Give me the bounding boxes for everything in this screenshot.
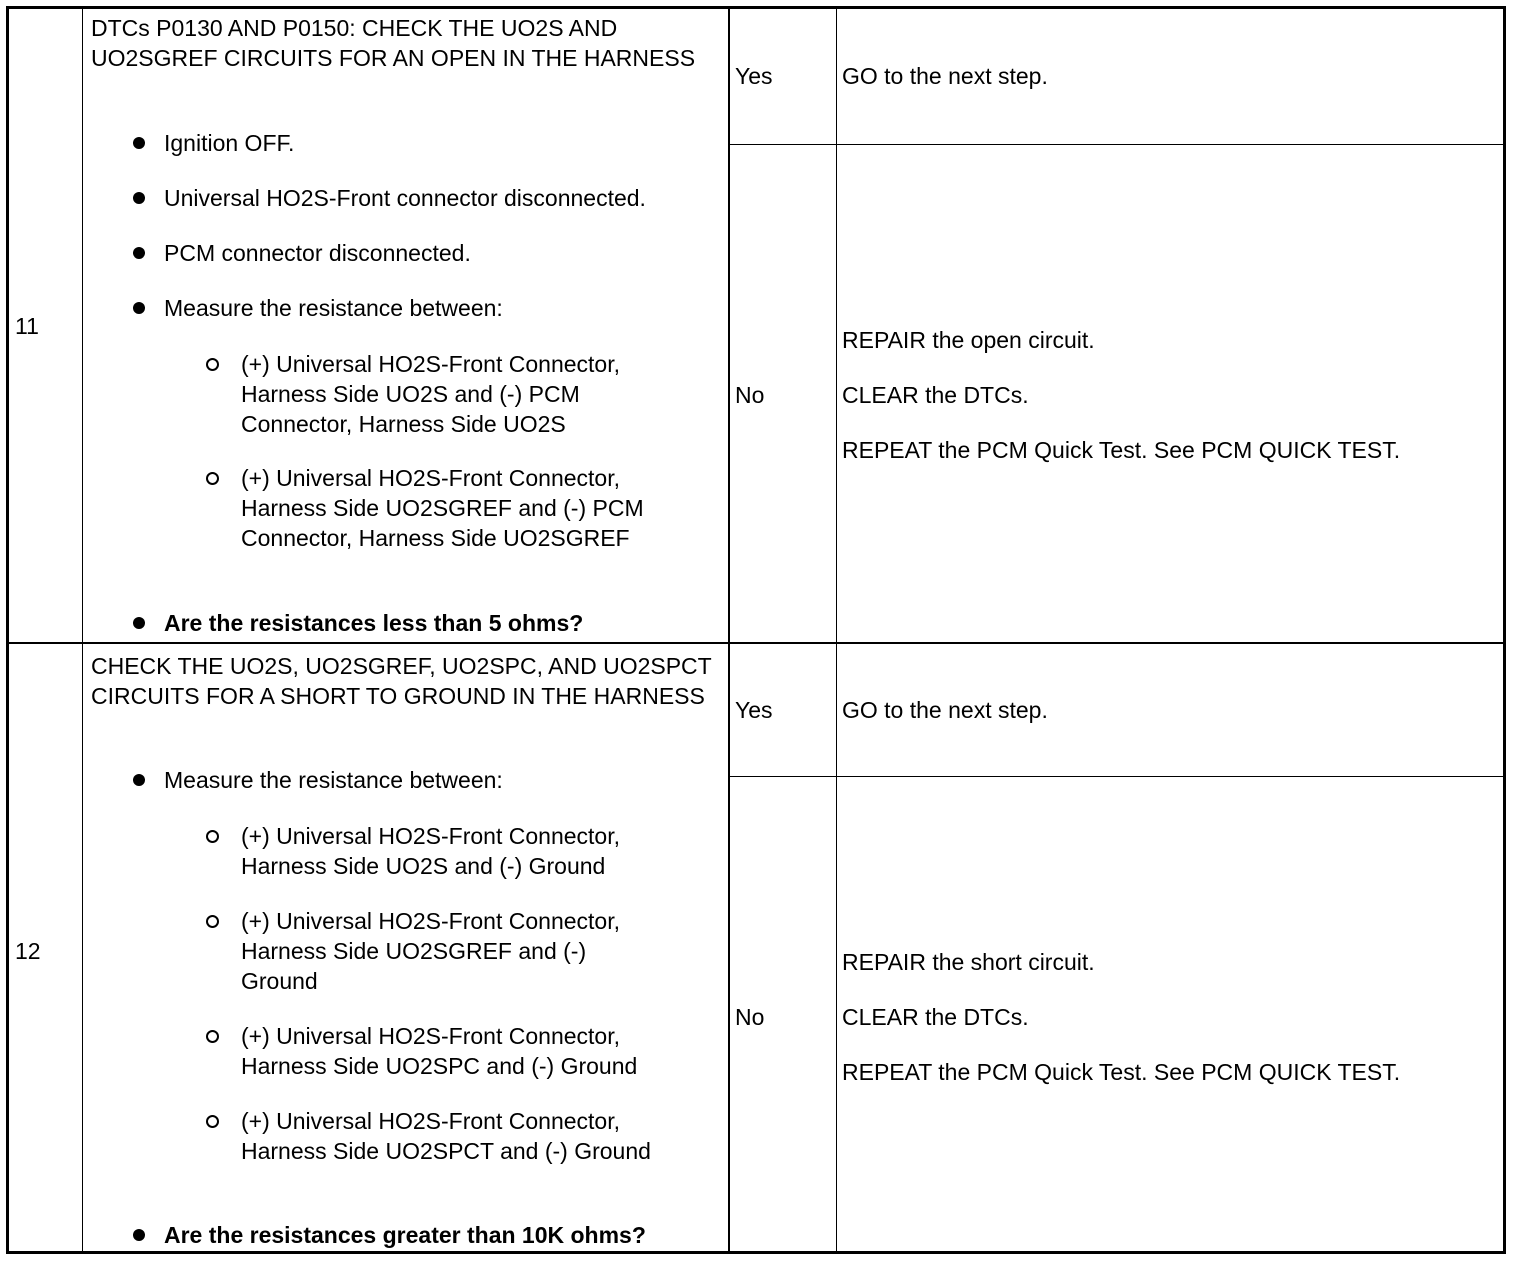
step-title: CHECK THE UO2S, UO2SGREF, UO2SPC, AND UO2SPCT CIRCUITS FOR A SHORT TO GROUND IN THE HARNESS — [91, 653, 712, 709]
col-divider-action — [728, 9, 730, 1251]
col-divider-result — [836, 9, 837, 1251]
no-action: CLEAR the DTCs. — [842, 382, 1029, 408]
sub-item: (+) Universal HO2S-Front Connector, Harness Side UO2S and (-) Ground — [241, 823, 620, 879]
step-number: 12 — [15, 938, 41, 964]
no-label: No — [735, 1004, 765, 1030]
step-number: 11 — [15, 313, 39, 339]
sub-item: (+) Universal HO2S-Front Connector, Harness Side UO2SGREF and (-) Ground — [241, 908, 620, 994]
yes-label: Yes — [735, 63, 773, 89]
sub-bullet-circle — [206, 472, 219, 485]
no-action: REPEAT the PCM Quick Test. See PCM QUICK TEST. — [842, 1059, 1401, 1085]
bullet-item: Ignition OFF. — [164, 130, 295, 156]
no-action: REPEAT the PCM Quick Test. See PCM QUICK TEST. — [842, 437, 1401, 463]
bullet-dot — [133, 1229, 145, 1241]
sub-item: (+) Universal HO2S-Front Connector, Harness Side UO2SGREF and (-) PCM Connector, Harness Side UO2SGREF — [241, 465, 644, 551]
col-divider-step — [82, 9, 83, 1251]
step-title: DTCs P0130 AND P0150: CHECK THE UO2S AND UO2SGREF CIRCUITS FOR AN OPEN IN THE HARNESS — [91, 15, 696, 71]
sub-bullet-circle — [206, 830, 219, 843]
no-action: REPAIR the short circuit. — [842, 949, 1095, 975]
bullet-dot — [133, 137, 145, 149]
sub-bullet-circle — [206, 1115, 219, 1128]
row12-yes-no-divider — [729, 776, 1503, 777]
bullet-dot — [133, 774, 145, 786]
sub-item: (+) Universal HO2S-Front Connector, Harness Side UO2S and (-) PCM Connector, Harness Side UO2S — [241, 351, 620, 437]
bullet-item: Measure the resistance between: — [164, 295, 503, 321]
sub-bullet-circle — [206, 915, 219, 928]
question: Are the resistances greater than 10K ohms? — [164, 1222, 646, 1248]
bullet-dot — [133, 192, 145, 204]
diagnostic-table — [6, 6, 1506, 1254]
sub-bullet-circle — [206, 358, 219, 371]
yes-action: GO to the next step. — [842, 697, 1048, 723]
sub-bullet-circle — [206, 1030, 219, 1043]
row-divider-11-12 — [9, 642, 1503, 644]
question: Are the resistances less than 5 ohms? — [164, 610, 584, 636]
bullet-item: Universal HO2S-Front connector disconnected. — [164, 185, 646, 211]
bullet-dot — [133, 617, 145, 629]
no-action: CLEAR the DTCs. — [842, 1004, 1029, 1030]
no-label: No — [735, 382, 765, 408]
bullet-item: Measure the resistance between: — [164, 767, 503, 793]
row11-yes-no-divider — [729, 144, 1503, 145]
bullet-item: PCM connector disconnected. — [164, 240, 471, 266]
no-action: REPAIR the open circuit. — [842, 327, 1095, 353]
bullet-dot — [133, 247, 145, 259]
sub-item: (+) Universal HO2S-Front Connector, Harness Side UO2SPC and (-) Ground — [241, 1023, 638, 1079]
yes-action: GO to the next step. — [842, 63, 1048, 89]
bullet-dot — [133, 302, 145, 314]
sub-item: (+) Universal HO2S-Front Connector, Harness Side UO2SPCT and (-) Ground — [241, 1108, 651, 1164]
yes-label: Yes — [735, 697, 773, 723]
